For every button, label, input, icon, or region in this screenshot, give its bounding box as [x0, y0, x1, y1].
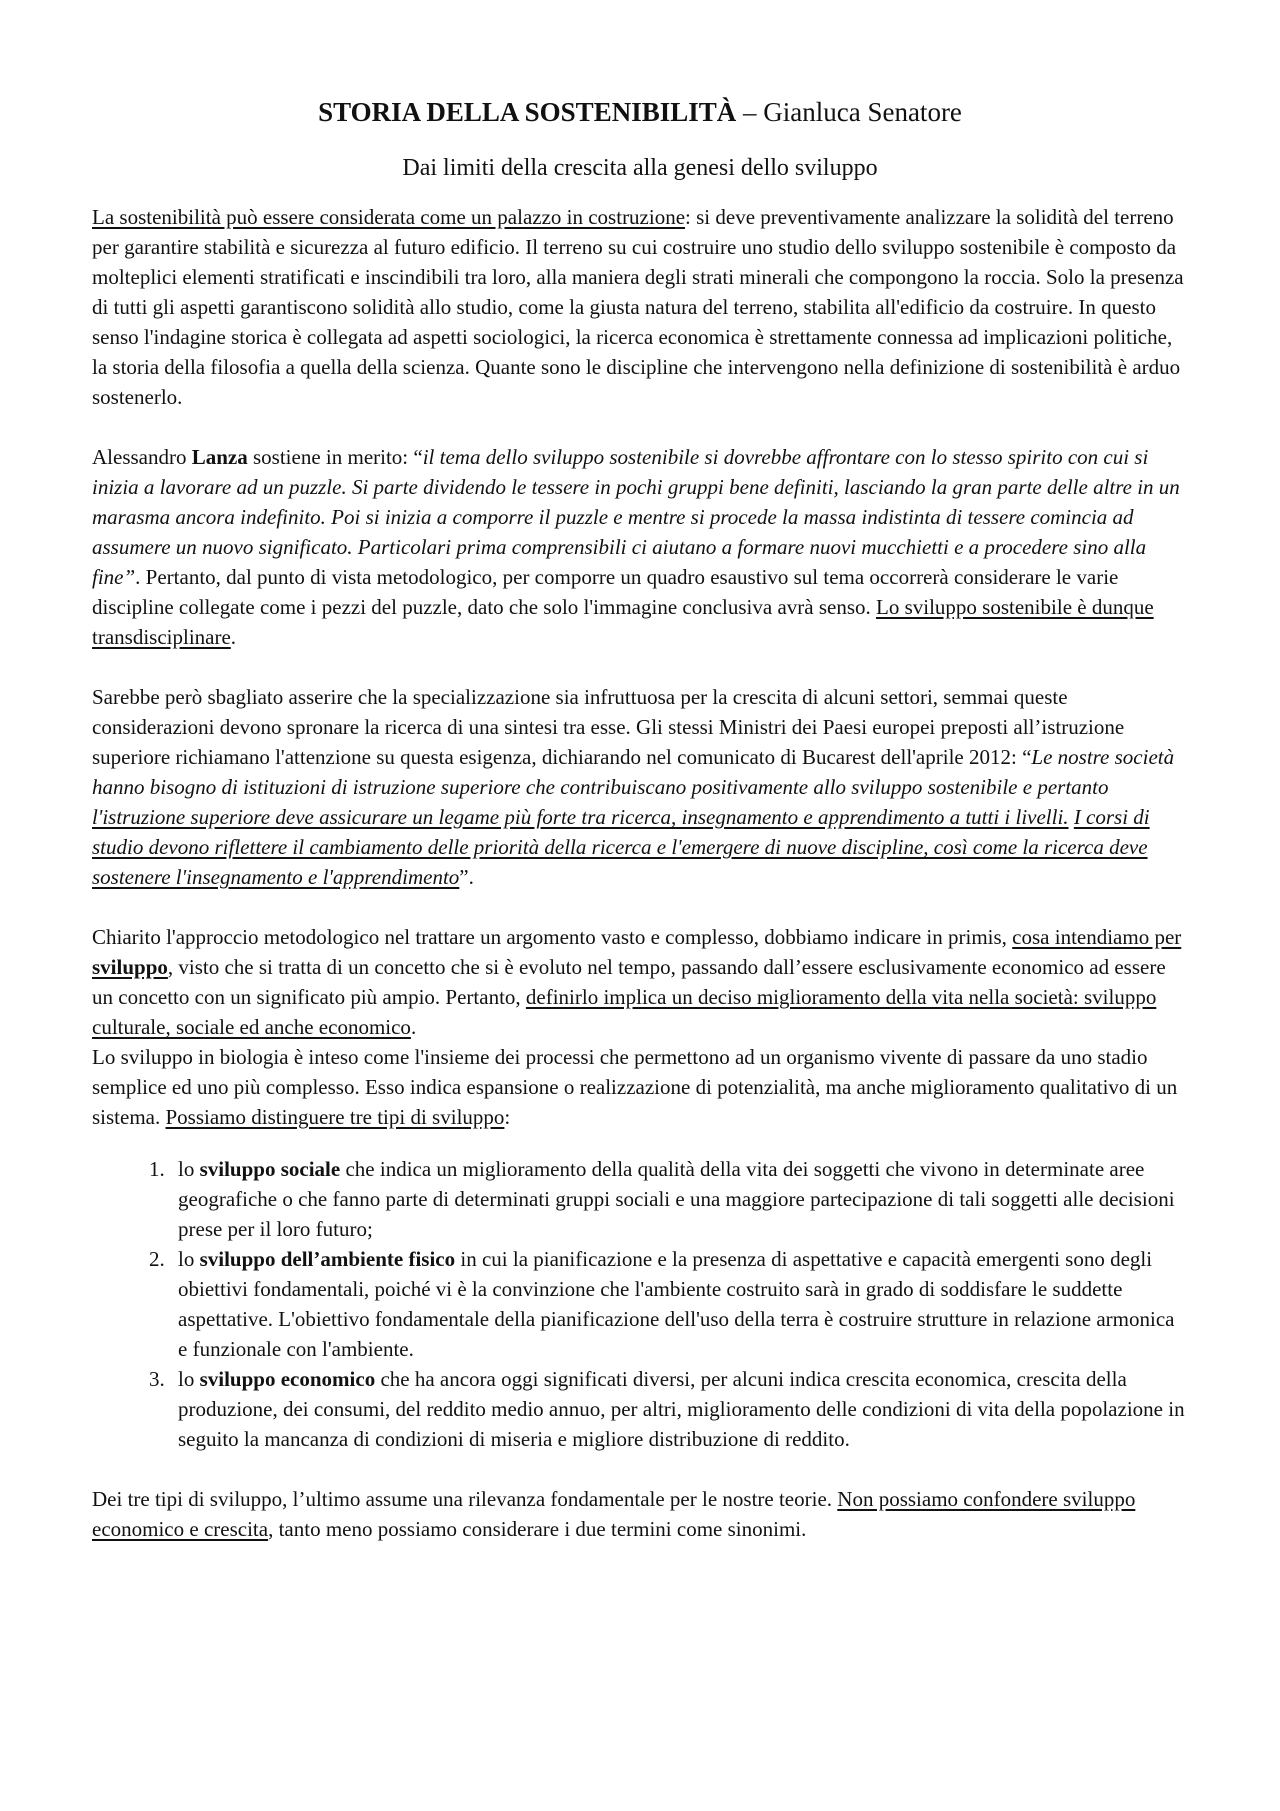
list-item-term: sviluppo dell’ambiente fisico	[199, 1247, 456, 1271]
italic-quote: il tema dello sviluppo sostenibile si dovrebbe affrontare con lo stesso spirito con cui si inizia a lavorare ad un puzzle. Si parte dividendo le tessere in pochi gruppi bene definiti, lasciando la gran parte delle altre in un marasma ancora indefinito. Poi si inizia a comporre il puzzle e mentre si procede la massa indistinta di tessere comincia ad assumere un nuovo significato. Particolari prima comprensibili ci aiutano a formare nuovi mucchietti e a procedere sino alla fine”	[92, 445, 1180, 589]
list-item-prefix: lo	[178, 1247, 200, 1271]
underlined-italic-quote: l'istruzione superiore deve assicurare un legame più forte tra ricerca, insegnamento e apprendimento a tutti i livelli.	[92, 805, 1069, 829]
list-item-text: che indica un miglioramento della qualità della vita dei soggetti che vivono in determinate aree geografiche o che fanno parte di determinati gruppi sociali e una maggiore partecipazione di tali soggetti alle decisioni prese per il loro futuro;	[178, 1157, 1175, 1241]
paragraph-text: ”.	[459, 865, 474, 889]
underlined-text: La sostenibilità può essere considerata come un palazzo in costruzione	[92, 205, 686, 229]
paragraph-text: . Pertanto, dal punto di vista metodologico, per comporre un quadro esaustivo sul tema occorrerà considerare le varie discipline collegate come i pezzi del puzzle, dato che solo l'immagine conclusiva avrà senso.	[92, 565, 1119, 619]
list-item-term: sviluppo sociale	[199, 1157, 341, 1181]
list-item	[170, 1154, 1188, 1244]
document-title	[92, 92, 1188, 132]
paragraph-text: , visto che si tratta di un concetto che si è evoluto nel tempo, passando dall’essere esclusivamente economico ad essere un concetto con un significato più ampio. Pertanto,	[92, 955, 1166, 1009]
development-types-list	[92, 1154, 1188, 1454]
paragraph-text: , tanto meno possiamo considerare i due termini come sinonimi.	[268, 1517, 807, 1541]
list-item-prefix: lo	[178, 1367, 200, 1391]
paragraph-biology	[92, 1042, 1188, 1132]
list-item-prefix: lo	[178, 1157, 200, 1181]
underlined-italic-quote: I corsi di studio devono riflettere il cambiamento delle priorità della ricerca e l'emergere di nuove discipline, così come la ricerca deve sostenere l'insegnamento e l'apprendimento	[92, 805, 1150, 889]
paragraph-conclusion	[92, 1484, 1188, 1544]
underlined-bold-term: sviluppo	[92, 955, 168, 979]
paragraph-text: Dei tre tipi di sviluppo, l’ultimo assume una rilevanza fondamentale per le nostre teorie.	[92, 1487, 838, 1511]
document-subtitle: Dai limiti della crescita alla genesi dello sviluppo	[402, 155, 878, 181]
italic-quote: Le nostre società hanno bisogno di istituzioni di istruzione superiore che contribuiscano positivamente allo sviluppo sostenibile e pertanto	[92, 745, 1175, 799]
paragraph-text: Sarebbe però sbagliato asserire che la specializzazione sia infruttuosa per la crescita di alcuni settori, semmai queste considerazioni devono spronare la ricerca di una sintesi tra esse. Gli stessi Ministri dei Paesi europei preposti all’istruzione superiore richiamano l'attenzione su questa esigenza, dichiarando nel comunicato di Bucarest dell'aprile 2012: “	[92, 685, 1125, 769]
author-name: – Gianluca Senatore	[743, 97, 962, 127]
underlined-text: Lo sviluppo sostenibile è dunque transdisciplinare	[92, 595, 1154, 649]
list-item-text: in cui la pianificazione e la presenza di aspettative e capacità emergenti sono degli obiettivi fondamentali, poiché vi è la convinzione che l'ambiente costruito sarà in grado di soddisfare le suddette aspettative. L'obiettivo fondamentale della pianificazione dell'uso della terra è costruire strutture in relazione armonica e funzionale con l'ambiente.	[178, 1247, 1175, 1361]
paragraph-lanza-quote	[92, 442, 1188, 652]
paragraph-text: :	[504, 1105, 511, 1129]
list-item	[170, 1244, 1188, 1364]
paragraph-text: .	[230, 625, 237, 649]
paragraph-text: Alessandro	[92, 445, 192, 469]
paragraph-approach	[92, 922, 1188, 1042]
paragraph-text: Lo sviluppo in biologia è inteso come l'insieme dei processi che permettono ad un organismo vivente di passare da uno stadio semplice ed uno più complesso. Esso indica espansione o realizzazione di potenzialità, ma anche miglioramento qualitativo di un sistema.	[92, 1045, 1178, 1129]
underlined-text: cosa intendiamo per	[1012, 925, 1182, 949]
paragraph-text: sostiene in merito: “	[247, 445, 423, 469]
paragraph-text: : si deve preventivamente analizzare la solidità del terreno per garantire stabilità e sicurezza al futuro edificio. Il terreno su cui costruire uno studio dello sviluppo sostenibile è composto da molteplici elementi stratificati e inscindibili tra loro, alla maniera degli strati minerali che compongono la roccia. Solo la presenza di tutti gli aspetti garantiscono solidità allo studio, come la giusta natura del terreno, stabilita all'edificio da costruire. In questo senso l'indagine storica è collegata ad aspetti sociologici, la ricerca economica è strettamente connessa ad implicazioni politiche, la storia della filosofia a quella della scienza. Quante sono le discipline che intervengono nella definizione di sostenibilità è arduo sostenerlo.	[92, 205, 1184, 409]
paragraph-text: Chiarito l'approccio metodologico nel trattare un argomento vasto e complesso, dobbiamo indicare in primis,	[92, 925, 1013, 949]
paragraph-text: .	[410, 1015, 417, 1039]
underlined-text: definirlo implica un deciso miglioramento della vita nella società: sviluppo culturale, sociale ed anche economico	[92, 985, 1157, 1039]
paragraph-bucarest	[92, 682, 1188, 892]
list-item-text: che ha ancora oggi significati diversi, per alcuni indica crescita economica, crescita della produzione, dei consumi, del reddito medio annuo, per altri, miglioramento delle condizioni di vita della popolazione in seguito la mancanza di condizioni di miseria e migliore distribuzione di reddito.	[178, 1367, 1185, 1451]
bold-author-name: Lanza	[191, 445, 248, 469]
paragraph-intro	[92, 202, 1188, 412]
list-item	[170, 1364, 1188, 1454]
list-item-term: sviluppo economico	[199, 1367, 376, 1391]
underlined-text: Possiamo distinguere tre tipi di sviluppo	[165, 1105, 505, 1129]
underlined-text: Non possiamo confondere sviluppo economico e crescita	[92, 1487, 1136, 1541]
title-text: STORIA DELLA SOSTENIBILITÀ	[318, 97, 737, 127]
